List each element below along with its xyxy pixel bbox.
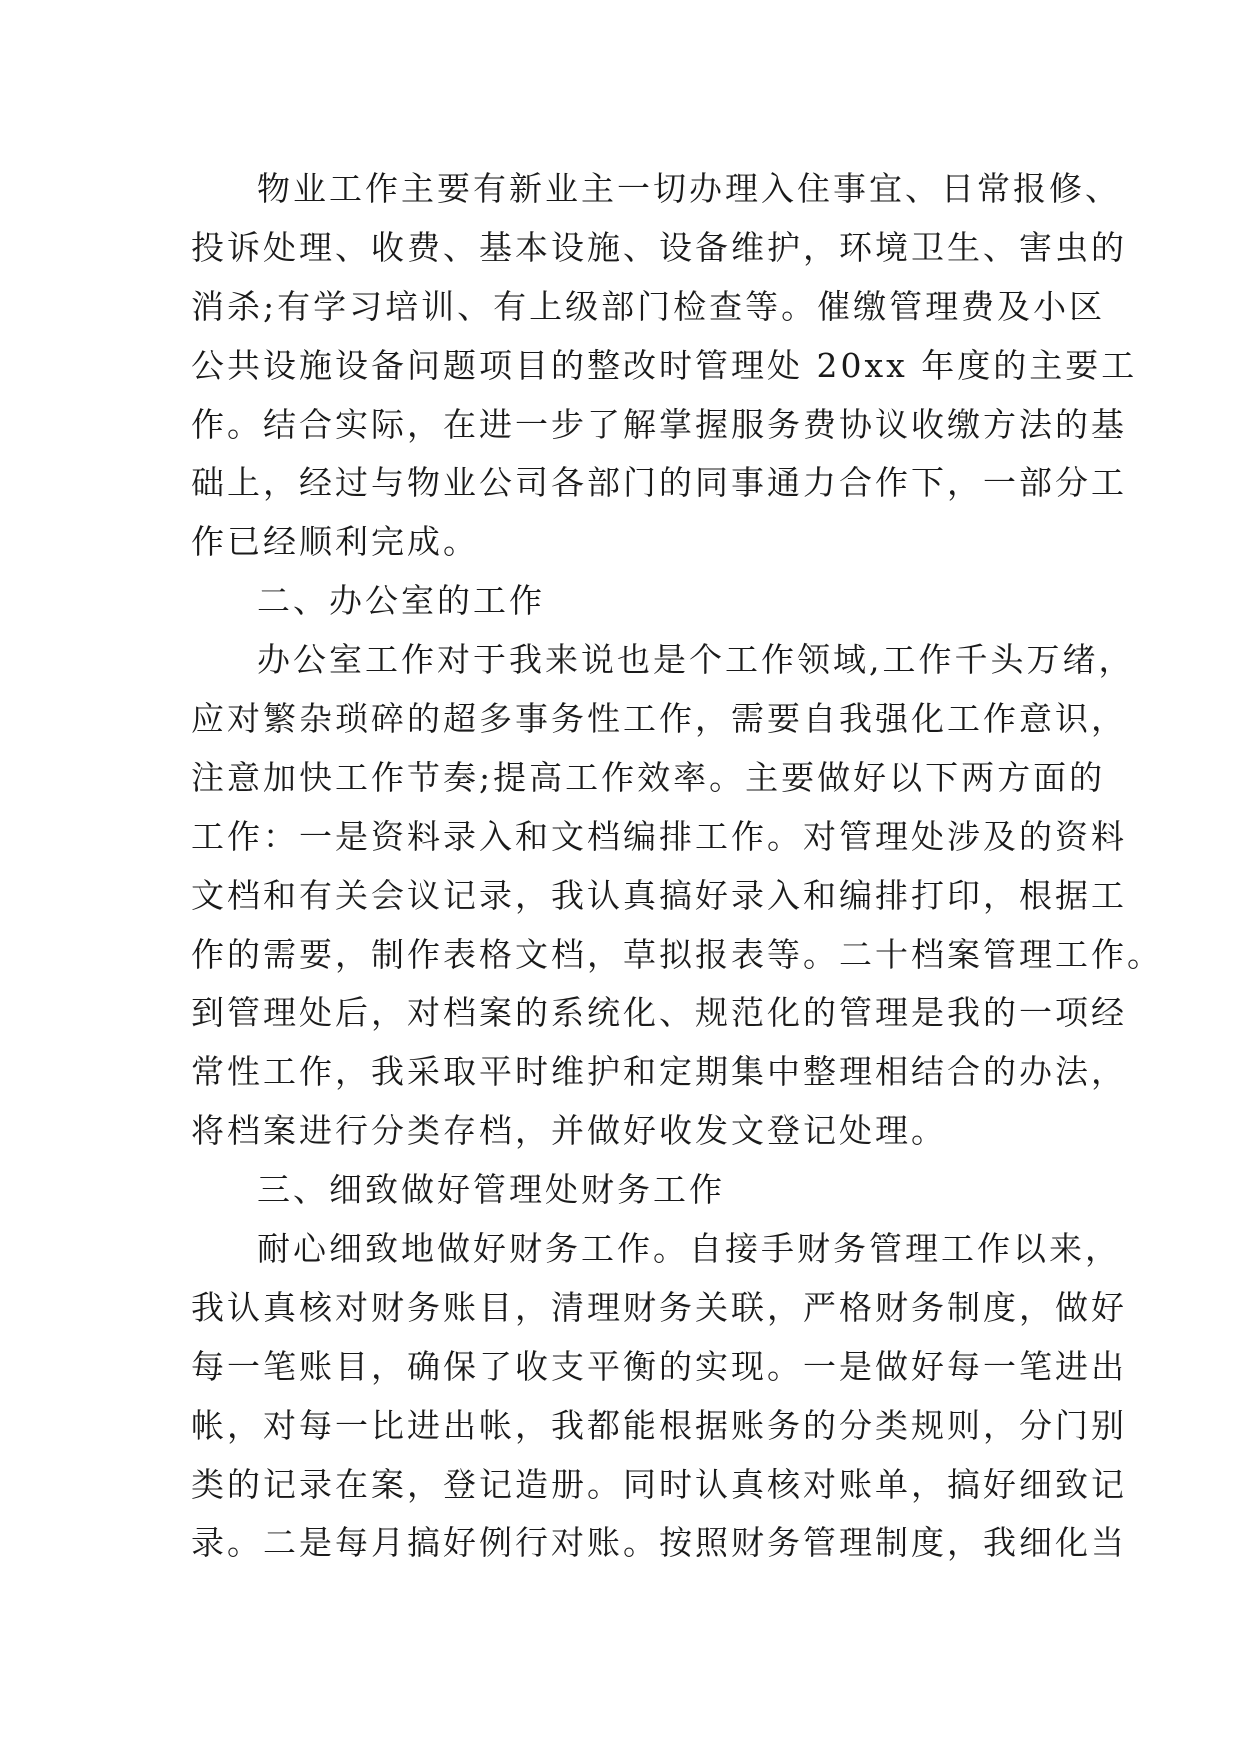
paragraph-line: 工作：一是资料录入和文档编排工作。对管理处涉及的资料	[191, 816, 1127, 856]
paragraph-line: 帐，对每一比进出帐，我都能根据账务的分类规则，分门别	[191, 1405, 1127, 1445]
paragraph-line: 将档案进行分类存档，并做好收发文登记处理。	[191, 1111, 947, 1151]
paragraph-line: 作的需要，制作表格文档，草拟报表等。二十档案管理工作。	[191, 934, 1163, 974]
paragraph-line: 办公室工作对于我来说也是个工作领域,工作千头万绪，	[257, 640, 1135, 680]
paragraph-line: 文档和有关会议记录，我认真搞好录入和编排打印，根据工	[191, 875, 1127, 915]
paragraph-line: 注意加快工作节奏;提高工作效率。主要做好以下两方面的	[191, 757, 1106, 797]
paragraph-line: 投诉处理、收费、基本设施、设备维护，环境卫生、害虫的	[191, 227, 1127, 267]
paragraph-line: 类的记录在案，登记造册。同时认真核对账单，搞好细致记	[191, 1464, 1127, 1504]
paragraph-line: 作。结合实际，在进一步了解掌握服务费协议收缴方法的基	[191, 404, 1127, 444]
section-heading: 二、办公室的工作	[257, 581, 545, 621]
document-body	[191, 160, 1163, 1573]
paragraph-line: 我认真核对财务账目，清理财务关联，严格财务制度，做好	[191, 1287, 1127, 1327]
paragraph-line: 公共设施设备问题项目的整改时管理处 20xx 年度的主要工	[191, 345, 1138, 385]
paragraph-line: 础上，经过与物业公司各部门的同事通力合作下，一部分工	[191, 463, 1127, 503]
paragraph-line: 到管理处后，对档案的系统化、规范化的管理是我的一项经	[191, 993, 1127, 1033]
paragraph-line: 每一笔账目，确保了收支平衡的实现。一是做好每一笔进出	[191, 1346, 1127, 1386]
paragraph-line: 物业工作主要有新业主一切办理入住事宜、日常报修、	[257, 169, 1121, 208]
section-heading: 三、细致做好管理处财务工作	[257, 1170, 725, 1210]
paragraph-line: 消杀;有学习培训、有上级部门检查等。催缴管理费及小区	[191, 286, 1106, 326]
paragraph-line: 录。二是每月搞好例行对账。按照财务管理制度，我细化当	[191, 1523, 1127, 1563]
paragraph-line: 耐心细致地做好财务工作。自接手财务管理工作以来，	[257, 1229, 1121, 1269]
paragraph-line: 作已经顺利完成。	[191, 522, 479, 562]
paragraph-line: 应对繁杂琐碎的超多事务性工作，需要自我强化工作意识，	[191, 699, 1127, 739]
paragraph-line: 常性工作，我采取平时维护和定期集中整理相结合的办法，	[191, 1052, 1127, 1092]
